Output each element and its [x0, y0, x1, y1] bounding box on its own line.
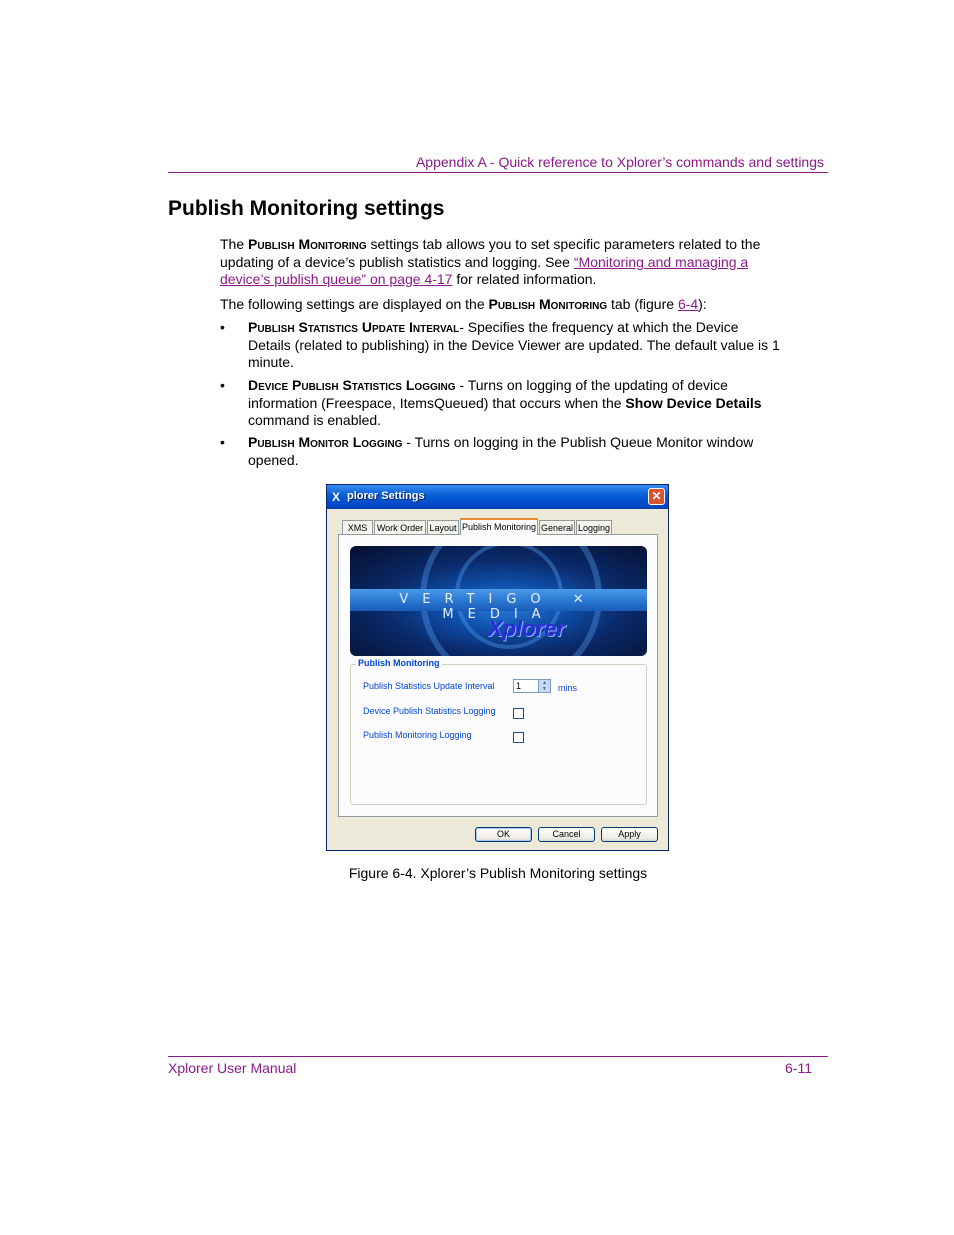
intro-text: The — [220, 236, 249, 252]
bullet-term: Publish Monitor Logging — [248, 434, 403, 450]
bullet-marker: • — [220, 319, 225, 335]
tab-xms[interactable]: XMS — [342, 520, 373, 534]
dialog-title: plorer Settings — [347, 490, 425, 502]
monitor-logging-label: Publish Monitoring Logging — [363, 730, 472, 740]
spin-up-icon[interactable]: ▲ — [542, 680, 547, 686]
tab-logging[interactable]: Logging — [576, 520, 612, 534]
cross-reference-link[interactable]: “Monitoring and managing a device’s publish queue” on page 4-17 — [220, 253, 749, 287]
tab-work-order[interactable]: Work Order — [374, 520, 426, 534]
header-rule — [168, 172, 828, 173]
tab-publish-monitoring[interactable]: Publish Monitoring — [460, 518, 538, 535]
intro-term: Publish Monitoring — [248, 236, 367, 252]
footer-page-number: 6-11 — [785, 1060, 812, 1076]
footer-rule — [168, 1056, 828, 1057]
tab-general[interactable]: General — [539, 520, 575, 534]
figure-reference-link[interactable]: 6-4 — [677, 296, 699, 312]
bullet-description: - Turns on logging of the updating of device information (Freespace, ItemsQueued) that occurs when the — [248, 377, 728, 411]
intro-text: settings tab allows you to set specific parameters related to the updating of a device’s publish statistics and logging. See — [220, 236, 761, 270]
apply-button[interactable]: Apply — [601, 827, 658, 842]
intro-term: Publish Monitoring — [488, 296, 608, 312]
interval-value: 1 — [516, 681, 522, 691]
bullet-description: command is enabled. — [248, 412, 382, 428]
app-icon: X — [332, 490, 341, 504]
cancel-button[interactable]: Cancel — [538, 827, 595, 842]
close-button[interactable] — [648, 488, 665, 505]
interval-stepper[interactable] — [513, 679, 551, 693]
group-legend: Publish Monitoring — [358, 658, 440, 668]
intro-text: ): — [698, 296, 707, 312]
bullet-marker: • — [220, 377, 225, 393]
intro-paragraph — [220, 236, 780, 289]
bullet-item — [248, 319, 783, 372]
running-head: Appendix A - Quick reference to Xplorer’s commands and settings — [415, 154, 824, 170]
figure-caption: Figure 6-4. Xplorer’s Publish Monitoring settings — [348, 865, 648, 881]
bullet-marker: • — [220, 434, 225, 450]
spin-down-icon[interactable]: ▼ — [542, 686, 547, 692]
publish-monitoring-group — [350, 658, 647, 805]
banner-product-logo: Xplorer — [488, 616, 566, 641]
ok-button[interactable]: OK — [475, 827, 532, 842]
interval-label: Publish Statistics Update Interval — [363, 681, 495, 691]
interval-unit: mins — [558, 683, 578, 693]
device-logging-label: Device Publish Statistics Logging — [363, 706, 496, 716]
bullet-term: Device Publish Statistics Logging — [248, 377, 456, 393]
monitor-logging-checkbox[interactable] — [513, 732, 524, 743]
page-title: Publish Monitoring settings — [168, 197, 445, 220]
bullet-description: - Specifies the frequency at which the Device Details (related to publishing) in the Device Viewer are updated. The default value is 1 minute. — [248, 319, 780, 370]
bullet-description: - Turns on logging in the Publish Queue Monitor window opened. — [248, 434, 754, 468]
vertigo-media-banner — [350, 546, 647, 656]
intro-text: The following settings are displayed on the — [220, 296, 489, 312]
settings-intro-paragraph — [220, 296, 780, 314]
footer-manual-title: Xplorer User Manual — [168, 1060, 297, 1076]
tab-panel — [338, 534, 658, 817]
intro-text: for related information. — [452, 271, 597, 287]
banner-brand-text: VERTIGO ✕ MEDIA — [399, 592, 598, 622]
bullet-item — [248, 434, 783, 469]
interval-spin-buttons[interactable] — [538, 680, 550, 692]
settings-dialog — [326, 484, 669, 851]
intro-text: tab (figure — [607, 296, 678, 312]
bullet-term: Publish Statistics Update Interval — [248, 319, 460, 335]
tab-layout[interactable]: Layout — [427, 520, 459, 534]
device-logging-checkbox[interactable] — [513, 708, 524, 719]
dialog-titlebar[interactable] — [327, 485, 668, 509]
bullet-bold-command: Show Device Details — [625, 394, 762, 411]
close-icon: ✕ — [651, 489, 662, 503]
bullet-item — [248, 377, 783, 430]
